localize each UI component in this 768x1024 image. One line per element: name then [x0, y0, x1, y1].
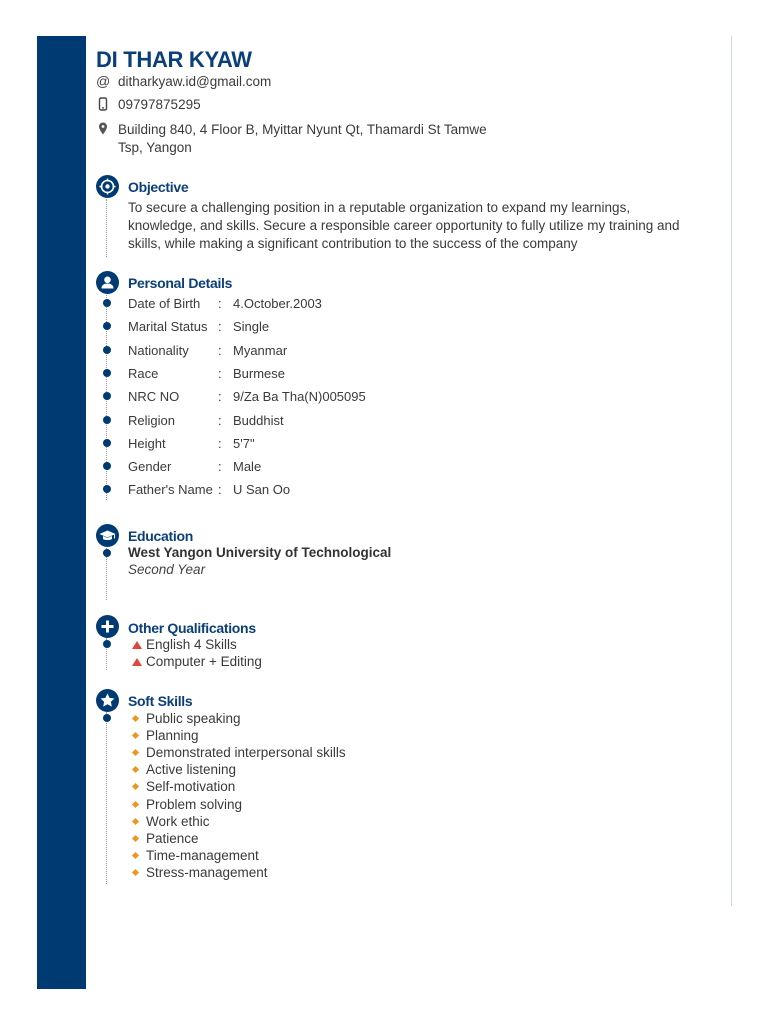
graduation-cap-icon — [96, 524, 119, 547]
diamond-bullet-icon — [132, 818, 139, 825]
detail-value: Male — [233, 459, 262, 475]
timeline-dot — [103, 640, 111, 648]
map-pin-icon — [96, 121, 110, 140]
diamond-bullet-icon — [132, 715, 139, 722]
detail-separator: : — [218, 365, 222, 381]
star-icon — [96, 689, 119, 712]
diamond-bullet-icon — [132, 766, 139, 773]
detail-value: Single — [233, 319, 270, 335]
detail-label: Father's Name — [128, 482, 213, 498]
objective-timeline — [106, 199, 107, 257]
timeline-dot — [103, 549, 111, 557]
detail-separator: : — [218, 459, 222, 475]
candidate-name: DI THAR KYAW — [96, 47, 252, 72]
detail-label: Height — [128, 435, 166, 451]
detail-separator: : — [218, 296, 222, 311]
timeline-dot — [103, 369, 111, 377]
detail-separator: : — [218, 389, 222, 405]
diamond-bullet-icon — [132, 835, 139, 842]
phone-icon — [96, 96, 110, 115]
detail-label: Religion — [128, 412, 175, 428]
objective-title: Objective — [128, 179, 189, 195]
triangle-bullet-icon — [132, 641, 142, 649]
timeline-dot — [103, 462, 111, 470]
timeline-dot — [103, 485, 111, 493]
left-sidebar-band — [37, 36, 86, 989]
timeline-dot — [103, 299, 111, 307]
detail-separator: : — [218, 412, 222, 428]
detail-value: 9/Za Ba Tha(N)005095 — [233, 389, 366, 405]
detail-label: Nationality — [128, 342, 189, 358]
timeline-dot — [103, 322, 111, 330]
diamond-bullet-icon — [132, 852, 139, 859]
triangle-bullet-icon — [132, 658, 142, 666]
diamond-bullet-icon — [132, 749, 139, 756]
personal-details-title: Personal Details — [128, 275, 233, 291]
diamond-bullet-icon — [132, 732, 139, 739]
address-text-line-2: Tsp, Yangon — [118, 140, 192, 155]
detail-separator: : — [218, 482, 222, 498]
timeline-dot — [103, 346, 111, 354]
objective-text — [128, 199, 728, 253]
objective-line: skills, while making a significant contribution to the success of the company — [128, 236, 578, 251]
target-icon — [96, 175, 119, 198]
diamond-bullet-icon — [132, 783, 139, 790]
detail-separator: : — [218, 319, 222, 335]
phone-text: 09797875295 — [118, 97, 201, 112]
diamond-bullet-icon — [132, 869, 139, 876]
objective-line: To secure a challenging position in a reputable organization to expand my learnings, — [128, 200, 631, 215]
detail-value: 5'7" — [233, 435, 255, 451]
at-icon: @ — [96, 73, 111, 89]
soft-skills-timeline — [106, 712, 107, 884]
plus-icon — [96, 615, 119, 638]
detail-label: Marital Status — [128, 319, 208, 335]
diamond-bullet-icon — [132, 800, 139, 807]
other-qualifications-title: Other Qualifications — [128, 620, 256, 636]
detail-label: Race — [128, 365, 159, 381]
address-text-line-1: Building 840, 4 Floor B, Myittar Nyunt Qt, Thamardi St Tamwe — [118, 122, 487, 137]
right-margin-rule — [731, 36, 732, 906]
detail-value: Buddhist — [233, 412, 284, 428]
timeline-dot — [103, 416, 111, 424]
timeline-dot — [103, 392, 111, 400]
education-school: West Yangon University of Technological — [128, 545, 392, 560]
detail-separator: : — [218, 342, 222, 358]
detail-value: 4.October.2003 — [233, 296, 322, 311]
education-year: Second Year — [128, 562, 206, 577]
detail-separator: : — [218, 435, 222, 451]
person-icon — [96, 271, 119, 294]
education-title: Education — [128, 528, 193, 544]
soft-skills-title: Soft Skills — [128, 693, 193, 709]
detail-label: Gender — [128, 459, 172, 475]
detail-value: U San Oo — [233, 482, 291, 498]
detail-label: NRC NO — [128, 389, 180, 405]
detail-value: Burmese — [233, 365, 286, 381]
detail-value: Myanmar — [233, 342, 288, 358]
email-text[interactable]: ditharkyaw.id@gmail.com — [118, 74, 272, 89]
detail-label: Date of Birth — [128, 296, 201, 311]
objective-line: knowledge, and skills. Secure a responsible career opportunity to fully utilize my training and — [128, 218, 680, 233]
timeline-dot — [103, 439, 111, 447]
timeline-dot — [103, 714, 111, 722]
